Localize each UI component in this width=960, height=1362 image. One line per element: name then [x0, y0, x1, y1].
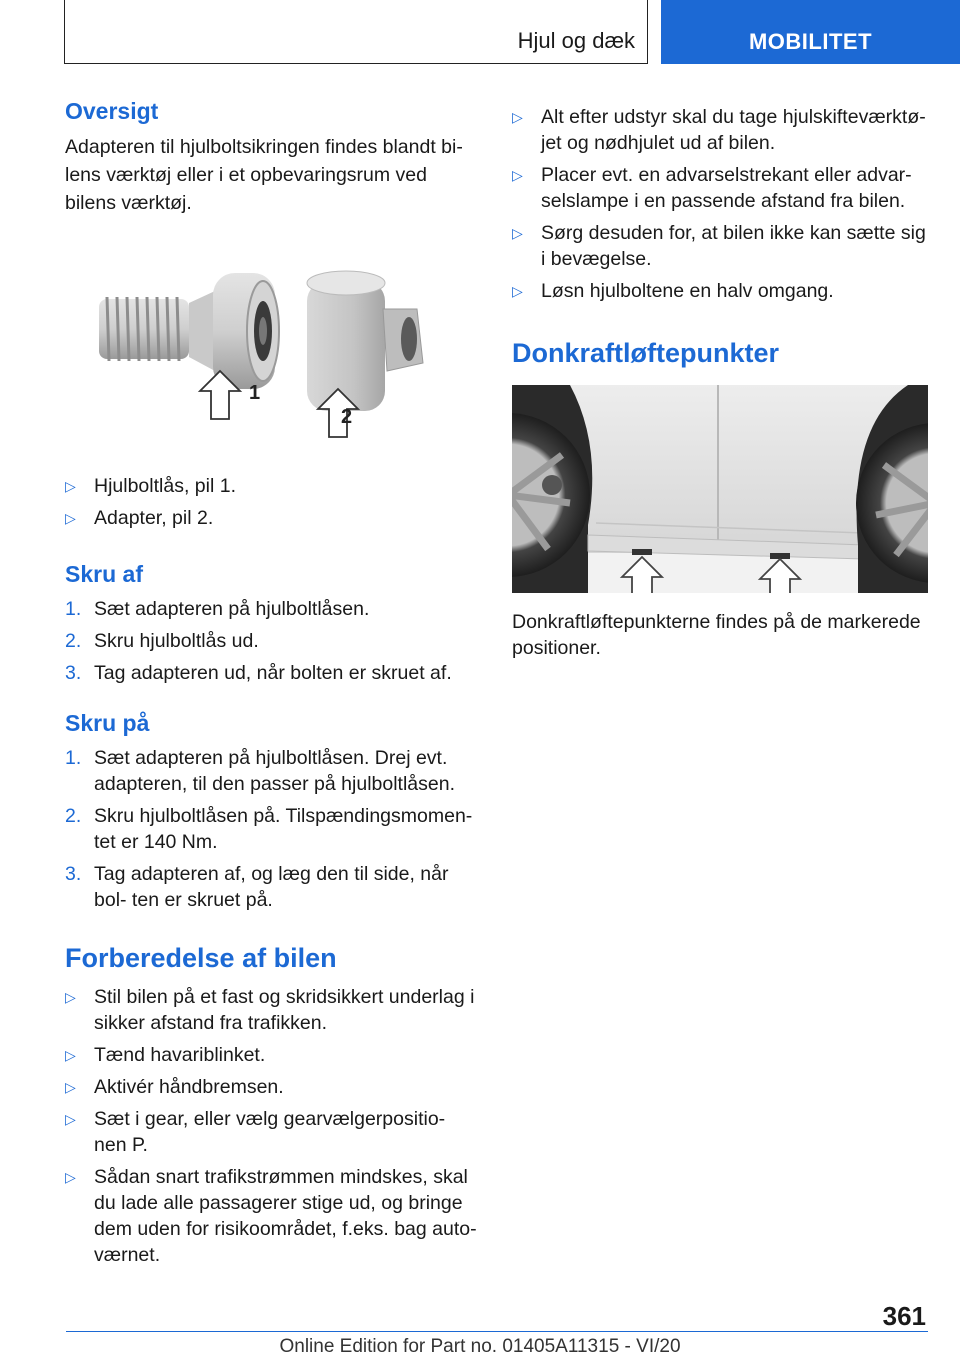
chapter-tab: MOBILITET — [661, 0, 960, 64]
heading-donkraft: Donkraftløftepunkter — [512, 338, 780, 368]
bolt-thread — [99, 297, 189, 361]
arrow-1-label: 1 — [249, 382, 261, 404]
list-item: ▷ Placer evt. en advarselstrekant eller advar- selslampe i en passende afstand fra bilen. — [512, 164, 912, 212]
page-number: 361 — [882, 1301, 926, 1331]
footer-edition: Online Edition for Part no. 01405A11315 - VI/20 — [279, 1336, 681, 1357]
list-item: ▷ Hjulboltlås, pil 1. — [65, 475, 236, 497]
triangle-bullet-icon: ▷ — [65, 478, 76, 494]
triangle-bullet-icon: ▷ — [65, 510, 76, 526]
skru-af-steps — [65, 596, 477, 686]
triangle-bullet-icon: ▷ — [512, 225, 523, 241]
list-item: 3. Tag adapteren ud, når bolten er skruet af. — [65, 662, 452, 684]
oversigt-paragraph: Adapteren til hjulboltsikringen findes blandt bi- lens værktøj eller i et opbevaringsrum ved bilens værktøj. — [65, 136, 463, 214]
triangle-bullet-icon: ▷ — [65, 1169, 76, 1185]
triangle-bullet-icon: ▷ — [512, 109, 523, 125]
list-item: 1. Sæt adapteren på hjulboltlåsen. Drej evt. adapteren, til den passer på hjulboltlåsen. — [65, 747, 455, 795]
donkraft-paragraph: Donkraftløftepunkterne findes på de markerede positioner. — [512, 611, 921, 659]
header-section-box — [64, 0, 648, 64]
triangle-bullet-icon: ▷ — [65, 1079, 76, 1095]
list-item: ▷ Sådan snart trafikstrømmen mindskes, skal du lade alle passagerer stige ud, og bringe dem uden for risikoområdet, f.eks. bag auto- værnet. — [65, 1166, 477, 1266]
arrow-2-label: 2 — [341, 406, 353, 428]
skru-paa-steps — [65, 745, 477, 913]
list-item: ▷ Alt efter udstyr skal du tage hjulskifteværktø- jet og nødhjulet ud af bilen. — [512, 106, 926, 154]
list-item: 2. Skru hjulboltlås ud. — [65, 630, 259, 652]
triangle-bullet-icon: ▷ — [65, 1047, 76, 1063]
heading-skru-af: Skru af — [65, 561, 143, 587]
jacking-points-figure — [512, 385, 928, 593]
section-title: Hjul og dæk — [517, 28, 635, 53]
list-item: ▷ Sæt i gear, eller vælg gearvælgerpositio- nen P. — [65, 1108, 446, 1156]
footer-divider — [66, 1331, 928, 1332]
list-item: 1. Sæt adapteren på hjulboltlåsen. — [65, 598, 370, 620]
heading-oversigt: Oversigt — [65, 98, 159, 124]
list-item: ▷ Tænd havariblinket. — [65, 1044, 266, 1066]
adapter-part — [307, 271, 423, 411]
triangle-bullet-icon: ▷ — [512, 283, 523, 299]
lock-bolt-figure — [95, 259, 435, 441]
front-wheel — [512, 385, 592, 593]
figure-legend-list — [65, 473, 477, 531]
heading-forberedelse: Forberedelse af bilen — [65, 943, 337, 973]
heading-skru-paa: Skru på — [65, 710, 150, 736]
forberedelse-list — [65, 984, 477, 1268]
right-column — [512, 98, 928, 661]
list-item: 2. Skru hjulboltlåsen på. Tilspændingsmomen- tet er 140 Nm. — [65, 805, 473, 853]
list-item: 3. Tag adapteren af, og læg den til side, når bol- ten er skruet på. — [65, 863, 449, 911]
left-column — [65, 98, 477, 1268]
list-item: ▷ Sørg desuden for, at bilen ikke kan sætte sig i bevægelse. — [512, 222, 926, 270]
list-item: ▷ Løsn hjulboltene en halv omgang. — [512, 280, 834, 302]
triangle-bullet-icon: ▷ — [65, 989, 76, 1005]
list-item: ▷ Adapter, pil 2. — [65, 507, 214, 529]
triangle-bullet-icon: ▷ — [65, 1111, 76, 1127]
bolt-head — [189, 273, 279, 389]
list-item: ▷ Aktivér håndbremsen. — [65, 1076, 284, 1098]
jack-pad-front — [632, 549, 652, 555]
preparation-continued-list — [512, 104, 928, 304]
list-item: ▷ Stil bilen på et fast og skridsikkert underlag i sikker afstand fra trafikken. — [65, 986, 475, 1034]
triangle-bullet-icon: ▷ — [512, 167, 523, 183]
